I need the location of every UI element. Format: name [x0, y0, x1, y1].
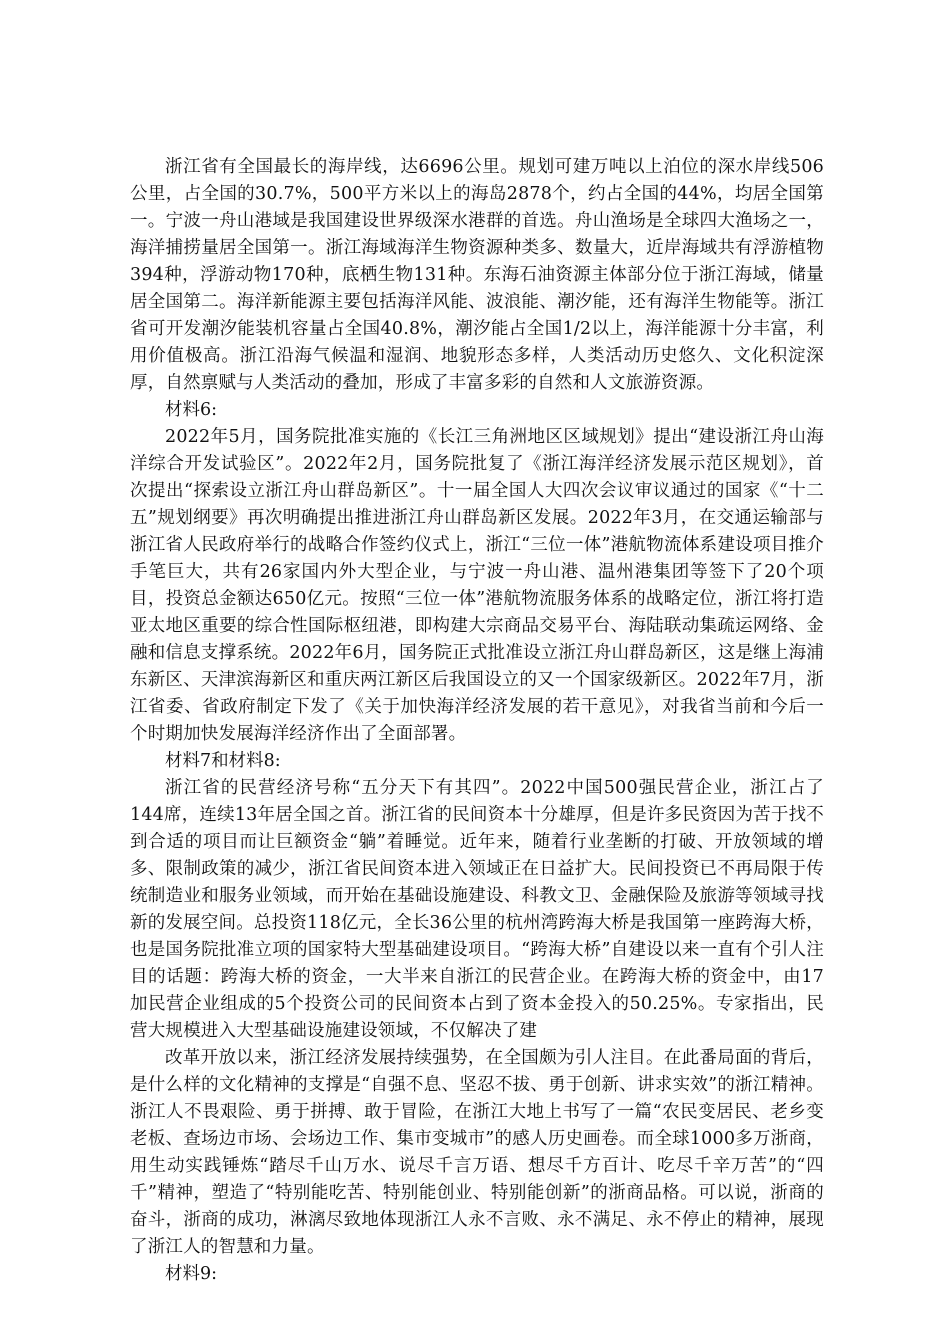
- paragraph-coastline-resources: 浙江省有全国最长的海岸线，达6696公里。规划可建万吨以上泊位的深水岸线506公里，占全国的30.7%，500平方米以上的海岛2878个，约占全国的44%，均居全国第一。宁波一舟山港域是我国建设世界级深水港群的首选。舟山渔场是全球四大渔场之一，海洋捕捞量居全国第一。浙江海域海洋生物资源种类多、数量大，近岸海域共有浮游植物394种，浮游动物170种，底栖生物131种。东海石油资源主体部分位于浙江海域，储量居全国第二。海洋新能源主要包括海洋风能、波浪能、潮汐能，还有海洋生物能等。浙江省可开发潮汐能装机容量占全国40.8%，潮汐能占全国1/2以上，海洋能源十分丰富，利用价值极高。浙江沿海气候温和湿润、地貌形态多样，人类活动历史悠久、文化积淀深厚，自然禀赋与人类活动的叠加，形成了丰富多彩的自然和人文旅游资源。: [130, 157, 824, 393]
- material-7-8-heading: 材料7和材料8:: [165, 751, 281, 771]
- paragraph-zhoushan-new-area: 2022年5月，国务院批准实施的《长江三角洲地区区域规划》提出“建设浙江舟山海洋综合开发试验区”。2022年2月，国务院批复了《浙江海洋经济发展示范区规划》，首次提出“探索设立浙江舟山群岛新区”。十一届全国人大四次会议审议通过的国家《“十二五”规划纲要》再次明确提出推进浙江舟山群岛新区发展。2022年3月，在交通运输部与浙江省人民政府举行的战略合作签约仪式上，浙江“三位一体”港航物流体系建设项目推介手笔巨大，共有26家国内外大型企业，与宁波一舟山港、温州港集团等签下了20个项目，投资总金额达650亿元。按照“三位一体”港航物流服务体系的战略定位，浙江将打造亚太地区重要的综合性国际枢纽港，即构建大宗商品交易平台、海陆联动集疏运网络、金融和信息支撑系统。2022年6月，国务院正式批准设立浙江舟山群岛新区，这是继上海浦东新区、天津滨海新区和重庆两江新区后我国设立的又一个国家级新区。2022年7月，浙江省委、省政府制定下发了《关于加快海洋经济发展的若干意见》，对我省当前和今后一个时期加快发展海洋经济作出了全面部署。: [130, 427, 824, 744]
- paragraph-zhejiang-spirit: 改革开放以来，浙江经济发展持续强势，在全国颇为引人注目。在此番局面的背后，是什么样的文化精神的支撑是“自强不息、坚忍不拔、勇于创新、讲求实效”的浙江精神。浙江人不畏艰险、勇于拼搏、敢于冒险，在浙江大地上书写了一篇“农民变居民、老乡变老板、查场边市场、会场边工作、集市变城市”的感人历史画卷。而全球1000多万浙商，用生动实践锤炼“踏尽千山万水、说尽千言万语、想尽千方百计、吃尽千辛万苦”的“四千”精神，塑造了“特别能吃苦、特别能创业、特别能创新”的浙商品格。可以说，浙商的奋斗，浙商的成功，淋漓尽致地体现浙江人永不言败、永不满足、永不停止的精神，展现了浙江人的智慧和力量。: [130, 1048, 824, 1257]
- document-body: [130, 154, 824, 1288]
- material-6-heading: 材料6:: [165, 400, 218, 420]
- paragraph-private-economy: 浙江省的民营经济号称“五分天下有其四”。2022中国500强民营企业，浙江占了144席，连续13年居全国之首。浙江省的民间资本十分雄厚，但是许多民资因为苦于找不到合适的项目而让巨额资金“躺”着睡觉。近年来，随着行业垄断的打破、开放领域的增多、限制政策的减少，浙江省民间资本进入领域正在日益扩大。民间投资已不再局限于传统制造业和服务业领域，而开始在基础设施建设、科教文卫、金融保险及旅游等领域寻找新的发展空间。总投资118亿元，全长36公里的杭州湾跨海大桥是我国第一座跨海大桥，也是国务院批准立项的国家特大型基础建设项目。“跨海大桥”自建设以来一直有个引人注目的话题：跨海大桥的资金，一大半来自浙江的民营企业。在跨海大桥的资金中，由17加民营企业组成的5个投资公司的民间资本占到了资本金投入的50.25%。专家指出，民营大规模进入大型基础设施建设领域，不仅解决了建: [130, 778, 824, 1041]
- material-9-heading: 材料9:: [165, 1264, 218, 1284]
